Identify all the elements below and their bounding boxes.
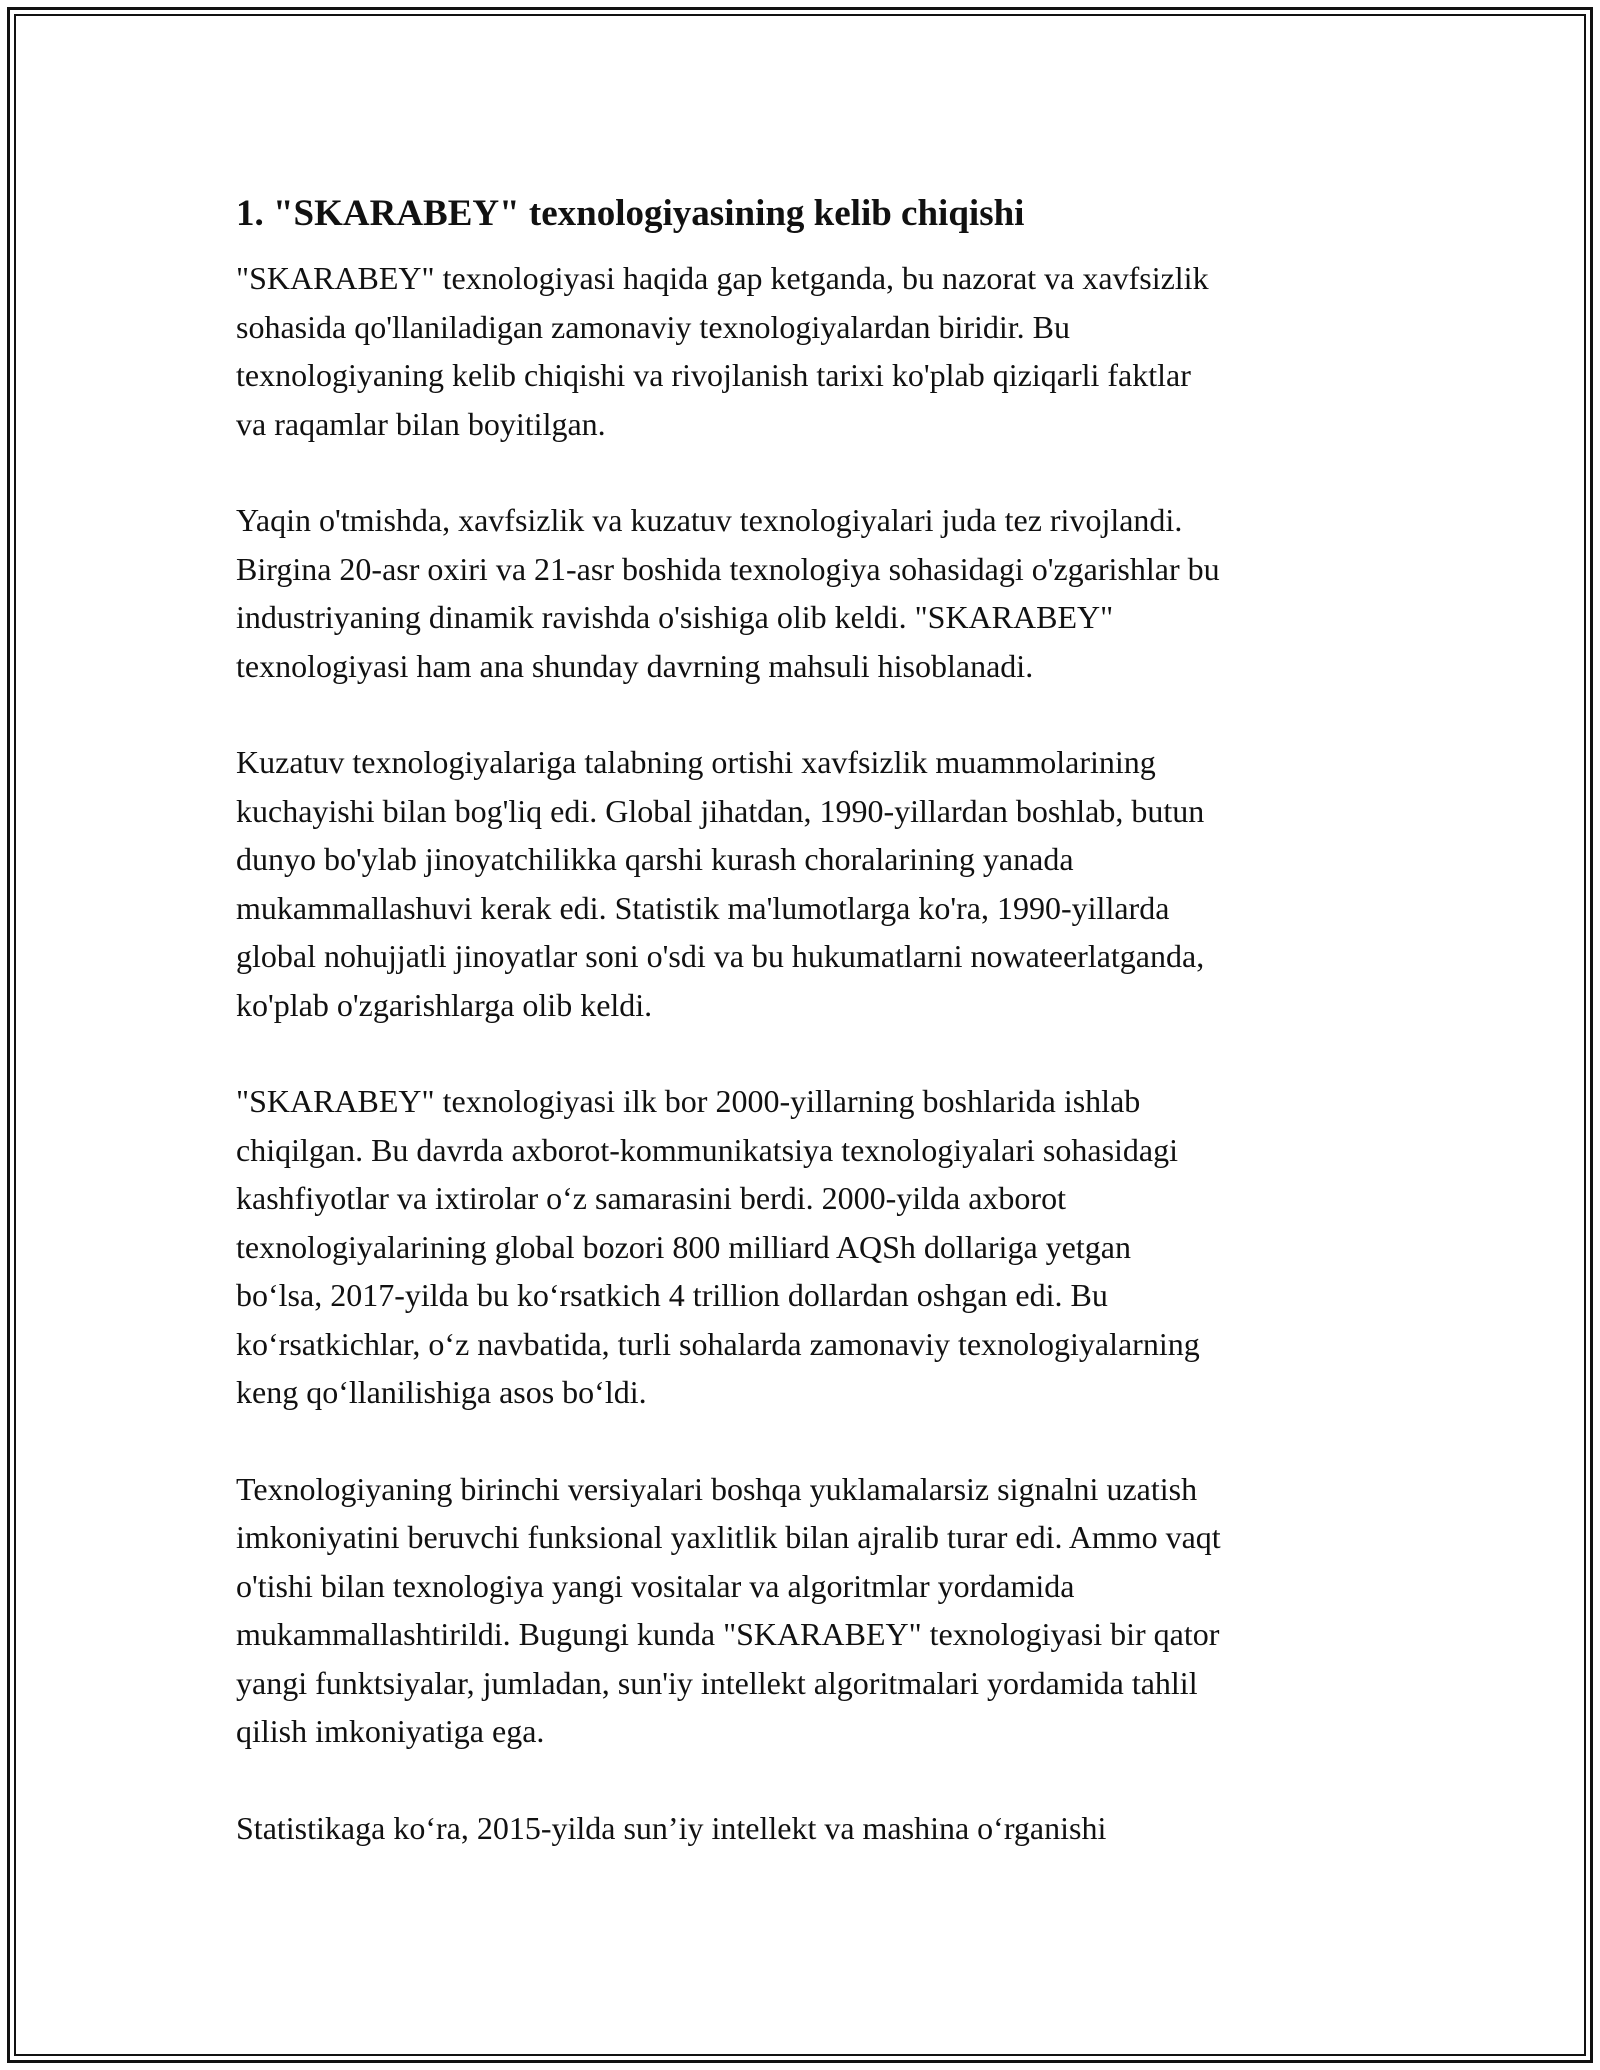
paragraph-line: yangi funktsiyalar, jumladan, sun'iy intellekt algoritmalari yordamida tahlil bbox=[236, 1664, 1198, 1701]
paragraph-line: Birgina 20-asr oxiri va 21-asr boshida texnologiya sohasidagi o'zgarishlar bu bbox=[236, 550, 1220, 587]
paragraph-line: chiqilgan. Bu davrda axborot-kommunikatsiya texnologiyalari sohasidagi bbox=[236, 1131, 1179, 1168]
paragraph-line: Statistikaga ko‘ra, 2015-yilda sun’iy intellekt va mashina o‘rganishi bbox=[236, 1809, 1107, 1846]
document-body bbox=[236, 186, 1386, 1900]
paragraph-line: o'tishi bilan texnologiya yangi vositalar va algoritmlar yordamida bbox=[236, 1567, 1075, 1604]
paragraph-4 bbox=[236, 1077, 1386, 1417]
paragraph-line: dunyo bo'ylab jinoyatchilikka qarshi kurash choralarining yanada bbox=[236, 841, 1074, 877]
paragraph-line: keng qo‘llanilishiga asos bo‘ldi. bbox=[236, 1374, 647, 1410]
paragraph-line: Texnologiyaning birinchi versiyalari boshqa yuklamalarsiz signalni uzatish bbox=[236, 1470, 1198, 1507]
paragraph-line: texnologiyasi ham ana shunday davrning mahsuli hisoblanadi. bbox=[236, 647, 1034, 684]
paragraph-line: bo‘lsa, 2017-yilda bu ko‘rsatkich 4 trillion dollardan oshgan edi. Bu bbox=[236, 1277, 1108, 1313]
paragraph-6 bbox=[236, 1804, 1386, 1853]
paragraph-line: kashfiyotlar va ixtirolar o‘z samarasini berdi. 2000-yilda axborot bbox=[236, 1180, 1066, 1216]
paragraph-line: qilish imkoniyatiga ega. bbox=[236, 1713, 545, 1749]
paragraph-line: imkoniyatini beruvchi funksional yaxlitlik bilan ajralib turar edi. Ammo vaqt bbox=[236, 1519, 1221, 1555]
paragraph-line: Kuzatuv texnologiyalariga talabning ortishi xavfsizlik muammolarining bbox=[236, 744, 1156, 780]
section-heading: 1. "SKARABEY" texnologiyasining kelib chiqishi bbox=[236, 193, 1025, 234]
paragraph-1 bbox=[236, 254, 1386, 448]
paragraph-line: industriyaning dinamik ravishda o'sishiga olib keldi. "SKARABEY" bbox=[236, 599, 1114, 635]
paragraph-3 bbox=[236, 738, 1386, 1029]
paragraph-line: ko‘rsatkichlar, o‘z navbatida, turli sohalarda zamonaviy texnologiyalarning bbox=[236, 1325, 1200, 1362]
paragraph-line: va raqamlar bilan boyitilgan. bbox=[236, 405, 606, 442]
paragraph-5 bbox=[236, 1465, 1386, 1756]
paragraph-line: texnologiyaning kelib chiqishi va rivojlanish tarixi ko'plab qiziqarli faktlar bbox=[236, 357, 1191, 393]
paragraph-line: ko'plab o'zgarishlarga olib keldi. bbox=[236, 986, 653, 1023]
paragraph-2 bbox=[236, 496, 1386, 690]
paragraph-line: "SKARABEY" texnologiyasi haqida gap ketganda, bu nazorat va xavfsizlik bbox=[236, 260, 1209, 296]
paragraph-line: kuchayishi bilan bog'liq edi. Global jihatdan, 1990-yillardan boshlab, butun bbox=[236, 792, 1205, 829]
paragraph-line: texnologiyalarining global bozori 800 milliard AQSh dollariga yetgan bbox=[236, 1228, 1131, 1265]
paragraph-line: mukammallashtirildi. Bugungi kunda "SKARABEY" texnologiyasi bir qator bbox=[236, 1616, 1220, 1652]
paragraph-line: global nohujjatli jinoyatlar soni o'sdi va bu hukumatlarni nowateerlatganda, bbox=[236, 938, 1205, 974]
paragraph-line: mukammallashuvi kerak edi. Statistik ma'lumotlarga ko'ra, 1990-yillarda bbox=[236, 889, 1170, 926]
paragraph-line: Yaqin o'tmishda, xavfsizlik va kuzatuv texnologiyalari juda tez rivojlandi. bbox=[236, 502, 1183, 538]
paragraph-line: "SKARABEY" texnologiyasi ilk bor 2000-yillarning boshlarida ishlab bbox=[236, 1083, 1141, 1119]
paragraph-line: sohasida qo'llaniladigan zamonaviy texnologiyalardan biridir. Bu bbox=[236, 308, 1071, 345]
